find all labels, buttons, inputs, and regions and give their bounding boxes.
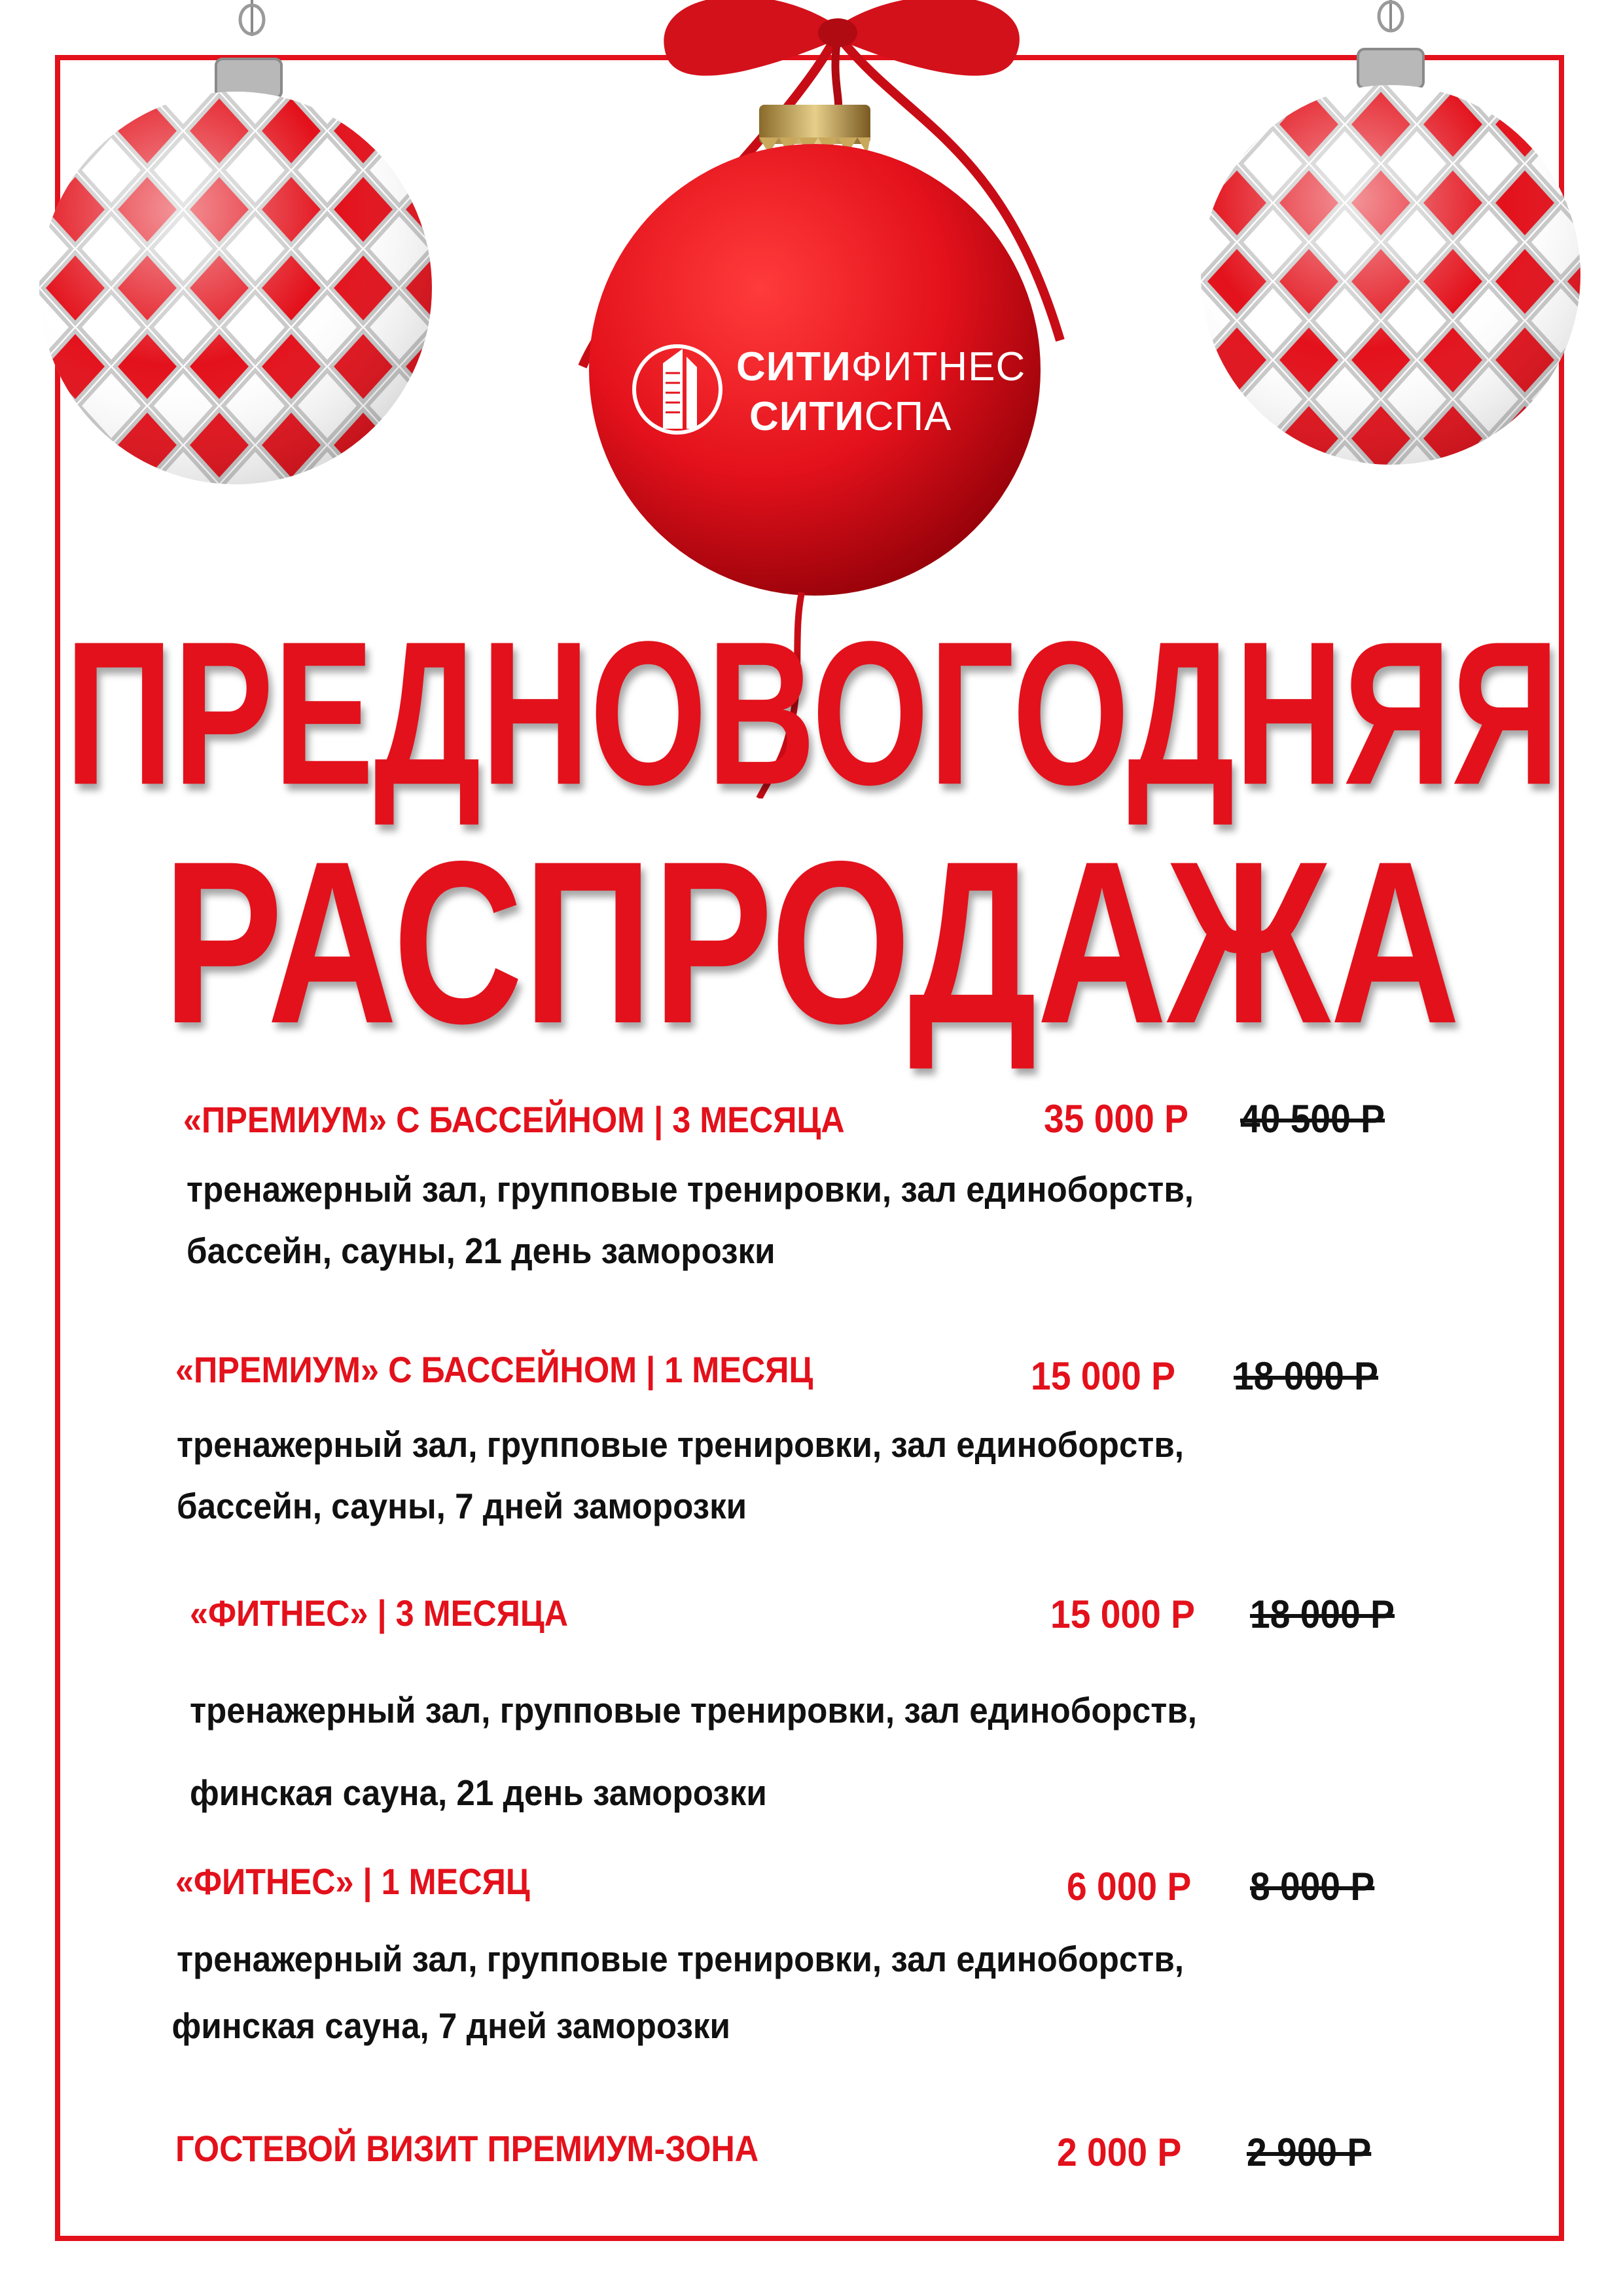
offer-title: «ФИТНЕС» | 3 МЕСЯЦА	[190, 1592, 569, 1634]
brand-line1-a: СИТИ	[736, 344, 851, 389]
brand-line2-b: СПА	[864, 394, 952, 439]
brand-logo	[632, 337, 1026, 442]
offer-title: ГОСТЕВОЙ ВИЗИТ ПРЕМИУМ-ЗОНА	[175, 2128, 759, 2169]
offer-description-line: тренажерный зал, групповые тренировки, зал единоборств,	[190, 1690, 1197, 1731]
offer-description-line: финская сауна, 7 дней заморозки	[171, 2005, 730, 2046]
offer-item	[0, 1086, 1623, 1283]
offer-description-line: тренажерный зал, групповые тренировки, зал единоборств,	[187, 1169, 1194, 1210]
offer-description-line: тренажерный зал, групповые тренировки, зал единоборств,	[177, 1939, 1184, 1979]
offer-description	[187, 1158, 1194, 1282]
offer-item	[0, 1335, 1623, 1532]
offer-price: 2 000 Р	[1057, 2130, 1182, 2174]
headline-line-2: РАСПРОДАЖА	[162, 813, 1461, 1072]
offer-item	[0, 1852, 1623, 2049]
offer-old-price: 18 000 Р	[1234, 1354, 1379, 1398]
offer-description	[177, 1414, 1184, 1537]
offer-price: 35 000 Р	[1044, 1097, 1189, 1141]
offer-price: 15 000 Р	[1031, 1354, 1176, 1398]
offer-description	[190, 1669, 1197, 1834]
offer-description-line: тренажерный зал, групповые тренировки, зал единоборств,	[177, 1424, 1184, 1465]
ornament-ball-left	[20, 0, 478, 511]
offer-description-line: бассейн, сауны, 7 дней заморозки	[177, 1486, 747, 1526]
offer-title: «ФИТНЕС» | 1 МЕСЯЦ	[175, 1861, 530, 1902]
offer-item	[0, 1577, 1623, 1813]
offer-price: 15 000 Р	[1050, 1592, 1196, 1636]
offer-old-price: 8 000 Р	[1250, 1865, 1375, 1909]
offer-description-line: финская сауна, 21 день заморозки	[190, 1772, 767, 1813]
offer-title: «ПРЕМИУМ» С БАССЕЙНОМ | 1 МЕСЯЦ	[175, 1349, 813, 1390]
offer-title: «ПРЕМИУМ» С БАССЕЙНОМ | 3 МЕСЯЦА	[183, 1099, 845, 1140]
offer-old-price: 18 000 Р	[1250, 1592, 1395, 1636]
offer-old-price: 2 900 Р	[1247, 2130, 1372, 2174]
offer-price: 6 000 Р	[1067, 1865, 1192, 1909]
brand-line1-b: ФИТНЕС	[851, 344, 1026, 389]
headline-line-1: ПРЕДНОВОГОДНЯЯ	[65, 599, 1560, 827]
ornament-ball-right	[1162, 0, 1620, 511]
offer-item	[0, 2121, 1623, 2186]
brand-line2-a: СИТИ	[749, 394, 865, 439]
offer-old-price: 40 500 Р	[1240, 1097, 1385, 1141]
offer-description	[171, 1926, 1184, 2059]
brand-name	[736, 342, 1026, 442]
offer-description-line: бассейн, сауны, 21 день заморозки	[187, 1230, 776, 1271]
skyscraper-icon	[632, 337, 723, 442]
